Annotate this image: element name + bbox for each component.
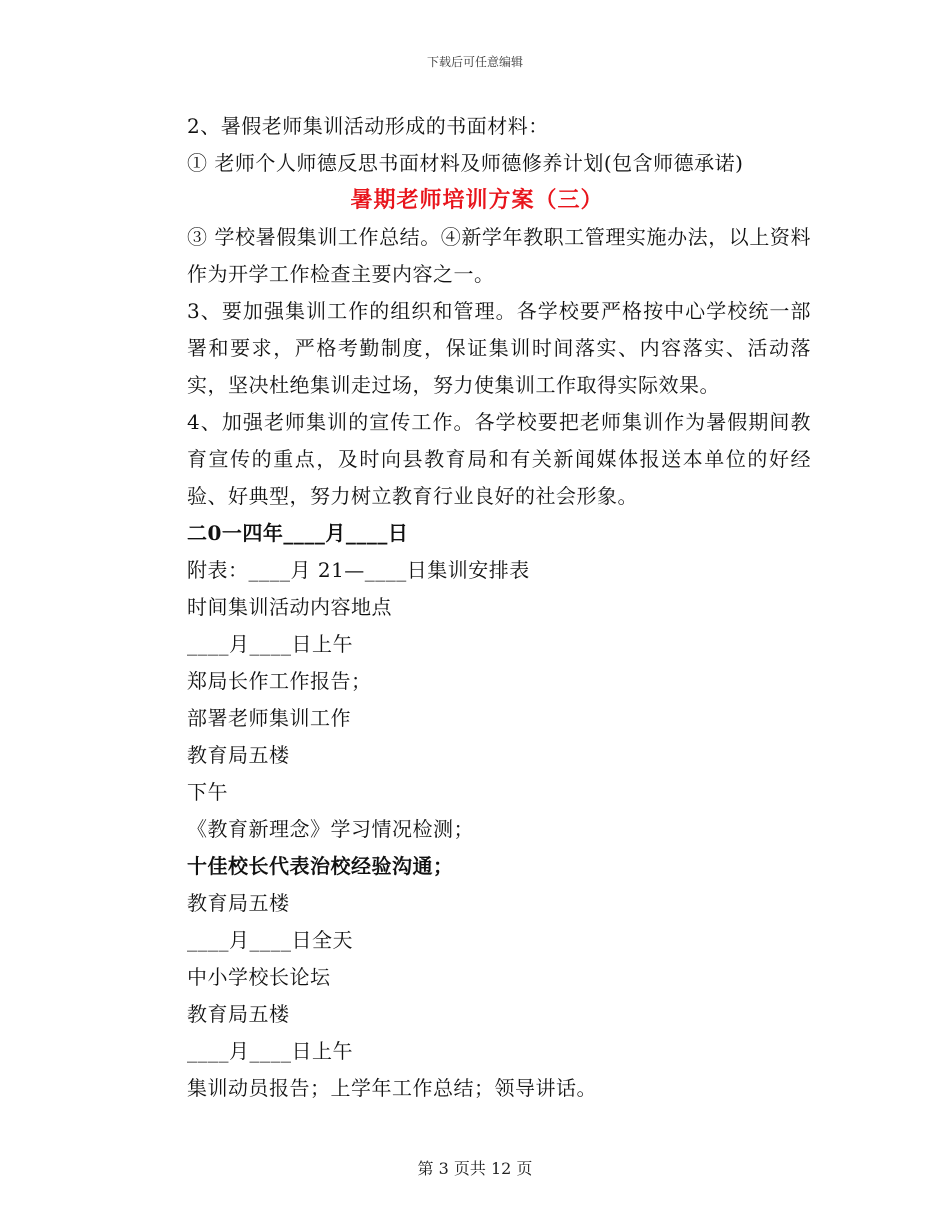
item2-sub1: ① 老师个人师德反思书面材料及师德修养计划(包含师德承诺)	[187, 151, 744, 175]
page-footer: 第 3 页共 12 页	[417, 1159, 533, 1178]
schedule-line: ____月____日上午	[187, 1039, 353, 1063]
schedule-line: 中小学校长论坛	[187, 965, 331, 989]
schedule-line: 教育局五楼	[187, 743, 290, 767]
appendix-title: 附表：____月 21—____日集训安排表	[187, 558, 530, 582]
schedule-line: 教育局五楼	[187, 1002, 290, 1026]
schedule-line: 集训动员报告；上学年工作总结；领导讲话。	[187, 1076, 597, 1100]
schedule-line: ____月____日全天	[187, 928, 353, 952]
document-body	[143, 108, 811, 1107]
schedule-header: 时间集训活动内容地点	[187, 595, 392, 619]
document-title: 暑期老师培训方案（三）	[350, 187, 604, 213]
item2-sub3: ③ 学校暑假集训工作总结。④新学年教职工管理实施办法，以上资料作为开学工作检查主要内容之一。	[187, 225, 811, 286]
schedule-line: 部署老师集训工作	[187, 706, 351, 730]
schedule-line: 郑局长作工作报告；	[187, 669, 372, 693]
item4-paragraph: 4、加强老师集训的宣传工作。各学校要把老师集训作为暑假期间教育宣传的重点，及时向县教育局和有关新闻媒体报送本单位的好经验、好典型，努力树立教育行业良好的社会形象。	[187, 410, 811, 508]
item3-paragraph: 3、要加强集训工作的组织和管理。各学校要严格按中心学校统一部署和要求，严格考勤制度，保证集训时间落实、内容落实、活动落实，坚决杜绝集训走过场，努力使集训工作取得实际效果。	[187, 299, 811, 397]
date-line: 二0一四年____月____日	[187, 521, 409, 545]
schedule-line: ____月____日上午	[187, 632, 353, 656]
schedule-line: 十佳校长代表治校经验沟通；	[187, 854, 454, 878]
schedule-line: 《教育新理念》学习情况检测；	[187, 817, 474, 841]
schedule-line: 教育局五楼	[187, 891, 290, 915]
header-note: 下载后可任意编辑	[426, 55, 523, 69]
schedule-line: 下午	[187, 780, 228, 804]
item2-heading: 2、暑假老师集训活动形成的书面材料：	[187, 114, 549, 138]
